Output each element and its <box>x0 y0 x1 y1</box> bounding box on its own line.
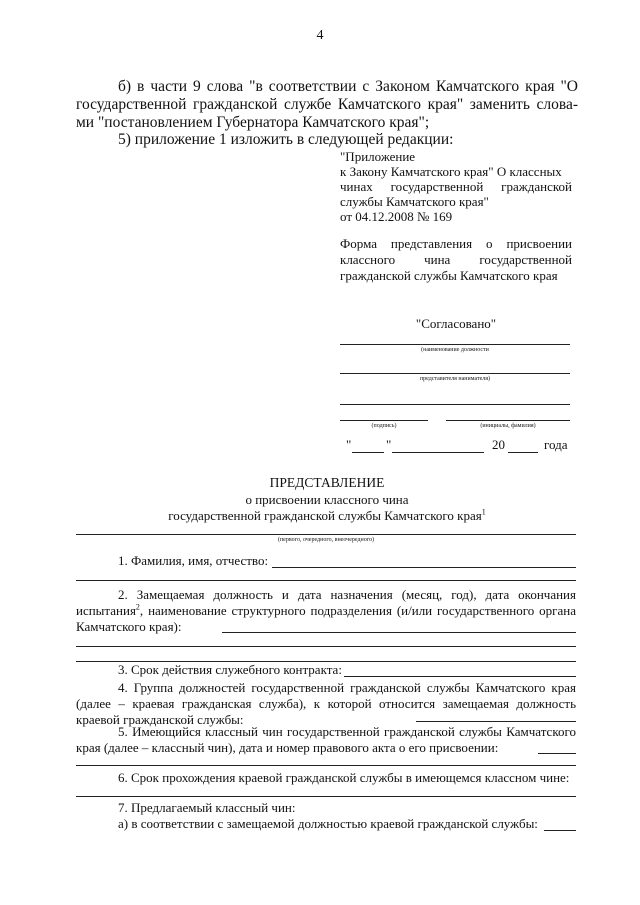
item5-line-b <box>76 765 576 766</box>
form-title-line3: гражданской службы Камчатского края <box>340 268 558 283</box>
item3-label: 3. Срок действия служебного контракта: <box>118 662 342 677</box>
item4-line3: краевой гражданской службы: <box>76 712 244 727</box>
appendix-line3: чинах государственной гражданской <box>340 179 572 194</box>
item2-line-a <box>222 632 576 633</box>
doc-subtitle2-text: государственной гражданской службы Камчатского края <box>168 508 482 523</box>
item2-text-b: , наименование структурного подразделения (и/или государственного органа <box>139 603 576 618</box>
item7-label: 7. Предлагаемый классный чин: <box>118 800 296 815</box>
amend-b-line3: ми "постановлением Губернатора Камчатского края"; <box>76 114 430 131</box>
item4-line1: 4. Группа должностей государственной гражданской службы Камчатского края <box>118 680 576 695</box>
item7a-label: а) в соответствии с замещаемой должностью краевой гражданской службы: <box>118 816 538 831</box>
footnote-ref-1: 1 <box>481 507 486 517</box>
appendix-line4: службы Камчатского края" <box>340 194 489 209</box>
amend-b-line2: государственной гражданской службе Камчатского края" заменить слова- <box>76 96 578 113</box>
approval-position-line <box>340 344 570 345</box>
item5-line1: 5. Имеющийся классный чин государственной гражданской службы Камчатского <box>118 724 576 739</box>
form-title-line1: Форма представления о присвоении <box>340 236 572 251</box>
item2-line3: Камчатского края): <box>76 619 182 634</box>
approval-signature-line <box>340 420 428 421</box>
item7a-line <box>544 830 576 831</box>
order-line <box>76 534 576 535</box>
item3-line <box>344 676 576 677</box>
form-title-line2: классного чина государственной <box>340 252 572 267</box>
date-quote-close: " <box>386 437 392 452</box>
doc-subtitle1: о присвоении классного чина <box>245 492 409 507</box>
date-year-suffix: года <box>544 437 568 452</box>
approval-name-line <box>446 420 570 421</box>
approval-employer-line <box>340 373 570 374</box>
doc-title: ПРЕДСТАВЛЕНИЕ <box>269 475 385 490</box>
item2-text-a: испытания <box>76 603 136 618</box>
approval-blank-line <box>340 404 570 405</box>
item1-line <box>272 567 576 568</box>
item2-line1: 2. Замещаемая должность и дата назначения (месяц, год), дата окончания <box>118 587 576 602</box>
order-caption: (первого, очередного, внеочередного) <box>277 537 375 543</box>
item5-line-a <box>538 753 576 754</box>
item5-line2: края (далее – классный чин), дата и номер правового акта о его присвоении: <box>76 740 499 755</box>
item1-label: 1. Фамилия, имя, отчество: <box>118 553 269 568</box>
appendix-line5: от 04.12.2008 № 169 <box>340 209 453 224</box>
amend-five: 5) приложение 1 изложить в следующей редакции: <box>118 131 454 148</box>
date-month-line <box>392 452 484 453</box>
item1-line2 <box>76 580 576 581</box>
approval-position-caption: (наименование должности <box>421 347 489 353</box>
approval-employer-caption: представителя нанимателя) <box>419 376 491 382</box>
amend-b-line1: б) в части 9 слова "в соответствии с Законом Камчатского края "О <box>118 78 578 95</box>
appendix-line2: к Закону Камчатского края" О классных <box>340 164 562 179</box>
item2-line2 <box>76 603 576 619</box>
item4-line <box>416 721 576 722</box>
approval-name-caption: (инициалы, фамилия) <box>480 423 536 429</box>
approval-signature-caption: (подпись) <box>371 423 397 429</box>
item4-line2: (далее – краевая гражданская служба), к которой относится замещаемая должность <box>76 696 576 711</box>
date-year-prefix: 20 <box>492 437 505 452</box>
page-number: 4 <box>316 28 324 43</box>
approval-title: "Согласовано" <box>415 316 497 331</box>
item6-line <box>76 796 576 797</box>
date-quote-open: " <box>346 437 352 452</box>
doc-subtitle2 <box>76 508 578 524</box>
date-year-line <box>508 452 538 453</box>
date-day-line <box>352 452 384 453</box>
item2-line-b <box>76 646 576 647</box>
item6-label: 6. Срок прохождения краевой гражданской службы в имеющемся классном чине: <box>118 770 570 785</box>
footnote-ref-2: 2 <box>135 602 140 612</box>
appendix-line1: "Приложение <box>340 149 416 164</box>
